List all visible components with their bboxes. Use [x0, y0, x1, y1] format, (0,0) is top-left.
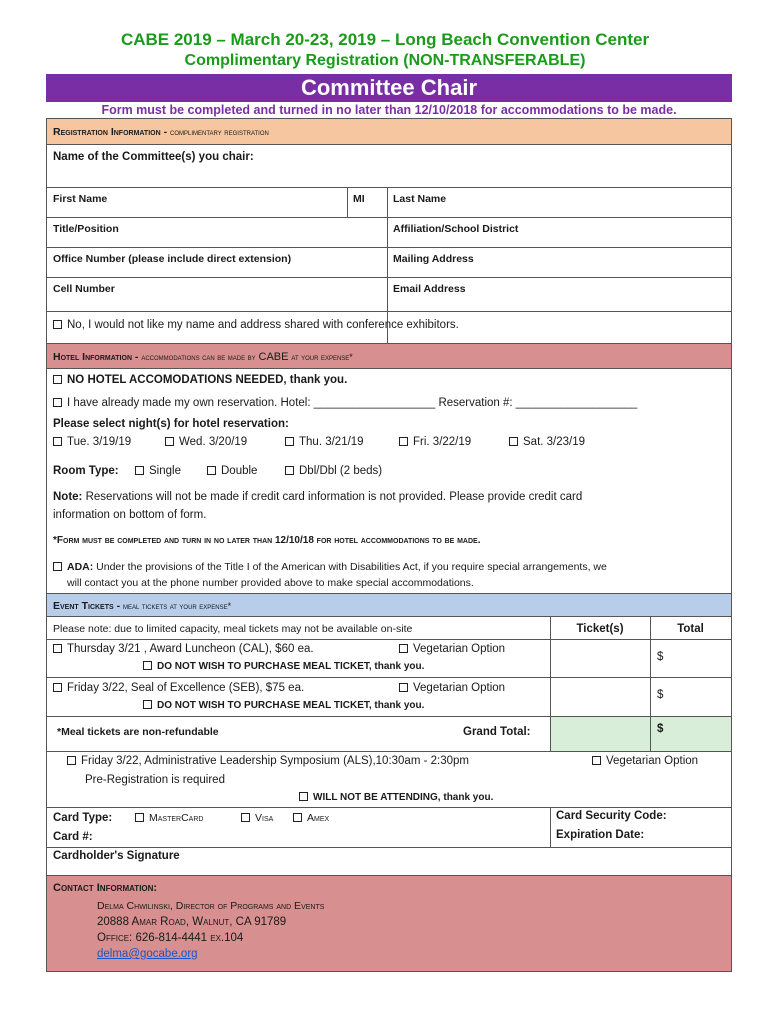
checkbox-icon[interactable] [53, 644, 62, 653]
luncheon-option[interactable]: Thursday 3/21 , Award Luncheon (CAL), $60 ea. [53, 643, 314, 655]
als-not-attending[interactable]: WILL NOT BE ATTENDING, thank you. [299, 792, 493, 803]
hotel-section-header [47, 343, 731, 369]
tickets-header: Ticket(s) [576, 623, 624, 635]
deadline-notice: Form must be completed and turned in no later than 12/10/2018 for accommodations to be made. [101, 103, 677, 117]
card-mastercard[interactable]: MasterCard [135, 812, 203, 824]
checkbox-icon[interactable] [399, 437, 408, 446]
ada-line-2: will contact you at the phone number provided above to make special accommodations. [67, 577, 474, 589]
have-reservation-checkbox-row[interactable]: I have already made my own reservation. Hotel: ___________________ Reservation #: ___________________ [53, 397, 637, 409]
checkbox-icon[interactable] [53, 375, 62, 384]
contact-name: Delma Chwilinski, Director of Programs and Events [97, 900, 325, 912]
no-hotel-checkbox-row[interactable]: NO HOTEL ACCOMODATIONS NEEDED, thank you. [53, 374, 347, 386]
contact-email-link[interactable]: delma@gocabe.org [97, 948, 198, 960]
checkbox-icon[interactable] [207, 466, 216, 475]
events-title: Event Tickets - [53, 600, 121, 612]
committee-chair-banner: Committee Chair [46, 74, 732, 102]
hotel-deadline: *Form must be completed and turn in no later than 12/10/18 for hotel accommodations to be made. [53, 535, 481, 546]
hotel-note-line-2: information on bottom of form. [53, 509, 207, 521]
night-tue[interactable]: Tue. 3/19/19 [53, 436, 131, 448]
no-share-checkbox-row[interactable]: No, I would not like my name and address shared with conference exhibitors. [53, 319, 459, 331]
checkbox-icon[interactable] [53, 683, 62, 692]
expiration-label[interactable]: Expiration Date: [556, 829, 645, 841]
contact-address: 20888 Amar Road, Walnut, CA 91789 [97, 916, 287, 928]
night-fri[interactable]: Fri. 3/22/19 [399, 436, 471, 448]
events-subtitle: meal tickets at your expense* [123, 601, 232, 611]
seb-option[interactable]: Friday 3/22, Seal of Excellence (SEB), $75 ea. [53, 682, 304, 694]
events-section-header [47, 593, 731, 617]
header-line-2: Complimentary Registration (NON-TRANSFERABLE) [184, 52, 586, 69]
cell-number-label[interactable]: Cell Number [53, 283, 115, 295]
night-wed[interactable]: Wed. 3/20/19 [165, 436, 247, 448]
seb-decline[interactable]: DO NOT WISH TO PURCHASE MEAL TICKET, thank you. [143, 700, 424, 711]
mi-label[interactable]: MI [353, 193, 365, 205]
checkbox-icon[interactable] [53, 398, 62, 407]
office-number-label[interactable]: Office Number (please include direct extension) [53, 253, 292, 265]
als-veg-option[interactable]: Vegetarian Option [592, 755, 698, 767]
checkbox-icon[interactable] [285, 466, 294, 475]
checkbox-icon[interactable] [143, 661, 152, 670]
luncheon-total[interactable]: $ [657, 651, 664, 663]
als-option[interactable]: Friday 3/22, Administrative Leadership Symposium (ALS),10:30am - 2:30pm [67, 755, 469, 767]
checkbox-icon[interactable] [592, 756, 601, 765]
hotel-title: Hotel Information - [53, 351, 139, 363]
registration-subtitle: complimentary registration [170, 127, 269, 137]
checkbox-icon[interactable] [67, 756, 76, 765]
first-name-label[interactable]: First Name [53, 193, 108, 205]
signature-label[interactable]: Cardholder's Signature [53, 850, 180, 862]
affiliation-label[interactable]: Affiliation/School District [393, 223, 519, 235]
checkbox-icon[interactable] [135, 466, 144, 475]
luncheon-veg-option[interactable]: Vegetarian Option [399, 643, 505, 655]
checkbox-icon[interactable] [241, 813, 250, 822]
mailing-address-label[interactable]: Mailing Address [393, 253, 474, 265]
grand-total-value: $ [657, 723, 664, 735]
card-type-label: Card Type: [53, 812, 113, 824]
checkbox-icon[interactable] [53, 437, 62, 446]
checkbox-icon[interactable] [135, 813, 144, 822]
contact-section [47, 875, 731, 971]
hotel-subtitle-cabe: CABE [258, 351, 289, 363]
seb-total[interactable]: $ [657, 689, 664, 701]
last-name-label[interactable]: Last Name [393, 193, 447, 205]
nights-label: Please select night(s) for hotel reservation: [53, 418, 289, 430]
checkbox-icon[interactable] [165, 437, 174, 446]
checkbox-icon[interactable] [399, 683, 408, 692]
hotel-note-line-1: Note: Reservations will not be made if credit card information is not provided. Please provide credit card [53, 491, 583, 503]
committee-name-label: Name of the Committee(s) you chair: [53, 151, 254, 163]
night-sat[interactable]: Sat. 3/23/19 [509, 436, 585, 448]
card-visa[interactable]: Visa [241, 812, 273, 824]
card-amex[interactable]: Amex [293, 812, 329, 824]
seb-veg-option[interactable]: Vegetarian Option [399, 682, 505, 694]
luncheon-decline[interactable]: DO NOT WISH TO PURCHASE MEAL TICKET, thank you. [143, 661, 424, 672]
hotel-subtitle: accommodations can be made by [141, 352, 256, 362]
grand-total-label: Grand Total: [463, 726, 531, 738]
checkbox-icon[interactable] [53, 320, 62, 329]
security-code-label[interactable]: Card Security Code: [556, 810, 667, 822]
contact-title: Contact Information: [53, 882, 158, 894]
registration-form [46, 118, 732, 972]
capacity-note: Please note: due to limited capacity, meal tickets may not be available on-site [53, 623, 413, 635]
prereg-note: Pre-Registration is required [85, 774, 225, 786]
night-thu[interactable]: Thu. 3/21/19 [285, 436, 364, 448]
room-single[interactable]: Single [135, 465, 181, 477]
title-position-label[interactable]: Title/Position [53, 223, 119, 235]
checkbox-icon[interactable] [53, 562, 62, 571]
email-label[interactable]: Email Address [393, 283, 466, 295]
non-refundable-note: *Meal tickets are non-refundable [57, 726, 219, 738]
checkbox-icon[interactable] [293, 813, 302, 822]
room-double[interactable]: Double [207, 465, 257, 477]
contact-phone: Office: 626-814-4441 ex.104 [97, 932, 244, 944]
hotel-subtitle-end: at your expense* [291, 352, 353, 362]
total-header: Total [677, 623, 704, 635]
checkbox-icon[interactable] [399, 644, 408, 653]
room-type-label: Room Type: [53, 465, 119, 477]
card-number-label[interactable]: Card #: [53, 831, 93, 843]
checkbox-icon[interactable] [285, 437, 294, 446]
checkbox-icon[interactable] [143, 700, 152, 709]
registration-title: Registration Information - [53, 126, 168, 138]
grand-total-tickets-cell[interactable] [551, 717, 650, 751]
checkbox-icon[interactable] [299, 792, 308, 801]
registration-section-header [47, 119, 731, 145]
checkbox-icon[interactable] [509, 437, 518, 446]
ada-line-1[interactable]: ADA: Under the provisions of the Title I of the American with Disabilities Act, if you require special arrangements, we [53, 561, 607, 573]
room-dbl-dbl[interactable]: Dbl/Dbl (2 beds) [285, 465, 382, 477]
header-line-1: CABE 2019 – March 20-23, 2019 – Long Beach Convention Center [120, 30, 650, 49]
